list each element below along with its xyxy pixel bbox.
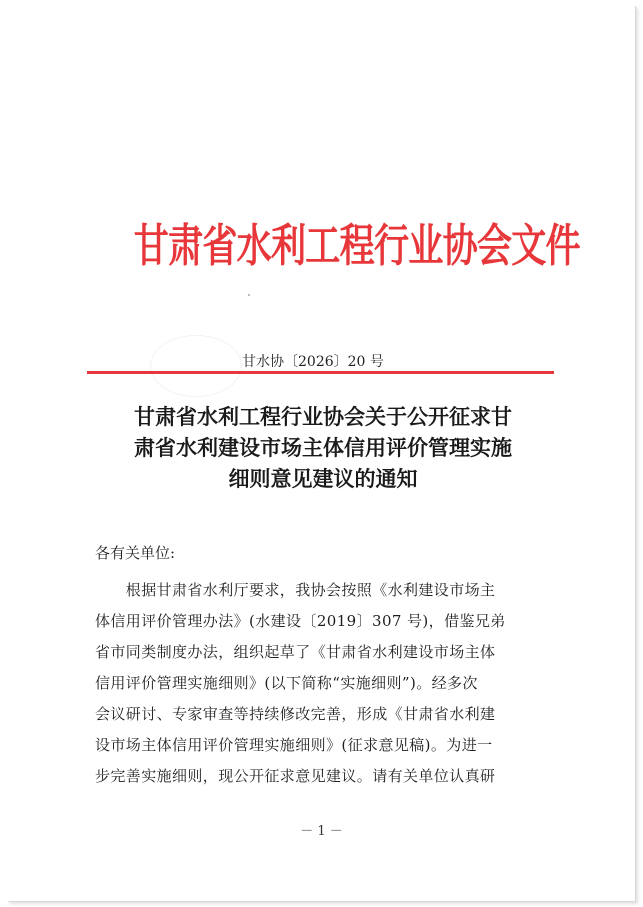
scan-speck	[248, 294, 250, 296]
body-line-3: 省市同类制度办法，组织起草了《甘肃省水利建设市场主体	[95, 643, 496, 661]
title-line-2: 肃省水利建设市场主体信用评价管理实施	[134, 436, 512, 460]
faded-seal-stamp	[150, 335, 242, 397]
body-line-2: 体信用评价管理办法》(水建设〔2019〕307 号)，借鉴兄弟	[95, 612, 506, 630]
body-line-1: 根据甘肃省水利厅要求，我协会按照《水利建设市场主	[95, 581, 496, 599]
salutation: 各有关单位:	[95, 544, 176, 562]
title-line-3: 细则意见建议的通知	[228, 467, 418, 491]
title-line-1: 甘肃省水利工程行业协会关于公开征求甘	[134, 405, 512, 429]
page-number: － 1 －	[300, 824, 343, 839]
body-paragraph	[95, 575, 557, 792]
notice-title	[92, 402, 554, 495]
body-line-5: 会议研讨、专家审查等持续修改完善，形成《甘肃省水利建	[95, 705, 496, 723]
body-line-4: 信用评价管理实施细则》(以下简称“实施细则”)。经多次	[95, 674, 478, 692]
body-line-6: 设市场主体信用评价管理实施细则》(征求意见稿)。为进一	[95, 736, 493, 754]
issuer-header: 甘肃省水利工程行业协会文件	[133, 219, 580, 272]
body-line-7: 步完善实施细则，现公开征求意见建议。请有关单位认真研	[95, 767, 496, 785]
red-separator-line	[87, 371, 554, 374]
document-number: 甘水协〔2026〕20 号	[242, 354, 384, 370]
